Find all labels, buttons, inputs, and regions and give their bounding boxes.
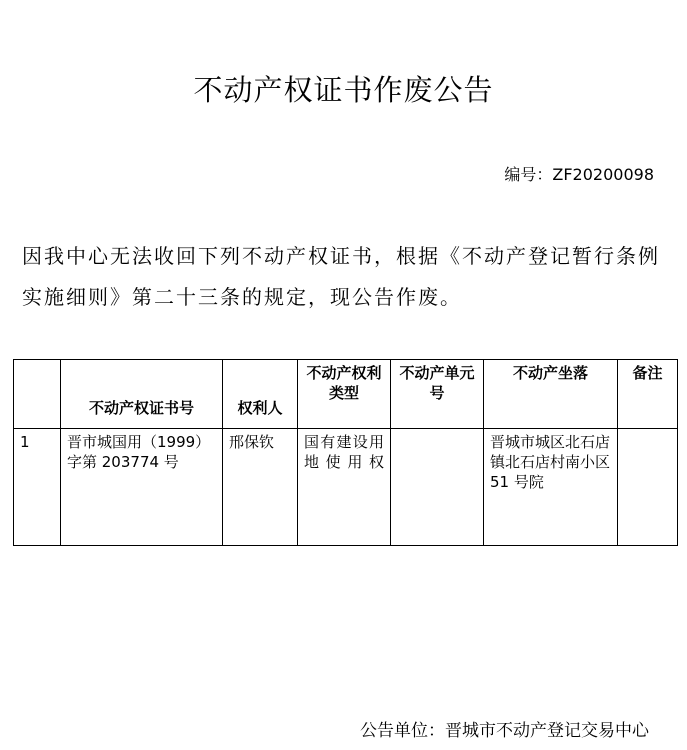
header-right-type: 不动产权利类型	[298, 360, 391, 429]
row-index: 1	[14, 429, 61, 546]
row-location: 晋城市城区北石店镇北石店村南小区 51 号院	[484, 429, 618, 546]
notice-body: 因我中心无法收回下列不动产权证书，根据《不动产登记暂行条例实施细则》第二十三条的规定，现公告作废。	[22, 244, 660, 309]
certificate-table	[13, 359, 678, 546]
header-unit-no: 不动产单元号	[391, 360, 484, 429]
document-number: 编号：ZF20200098	[504, 165, 654, 184]
row-cert-no: 晋市城国用（1999）字第 203774 号	[61, 429, 223, 546]
row-right-type: 国有建设用地使用权	[298, 429, 391, 546]
row-holder: 邢保钦	[223, 429, 298, 546]
table-header-row	[14, 360, 678, 429]
header-cert-no: 不动产权证书号	[61, 360, 223, 429]
row-unit-no	[391, 429, 484, 546]
header-remark: 备注	[618, 360, 678, 429]
row-remark	[618, 429, 678, 546]
page-title: 不动产权证书作废公告	[193, 73, 494, 107]
issuer: 公告单位：晋城市不动产登记交易中心	[360, 721, 649, 741]
table-row	[14, 429, 678, 546]
header-index	[14, 360, 61, 429]
header-holder: 权利人	[223, 360, 298, 429]
header-location: 不动产坐落	[484, 360, 618, 429]
